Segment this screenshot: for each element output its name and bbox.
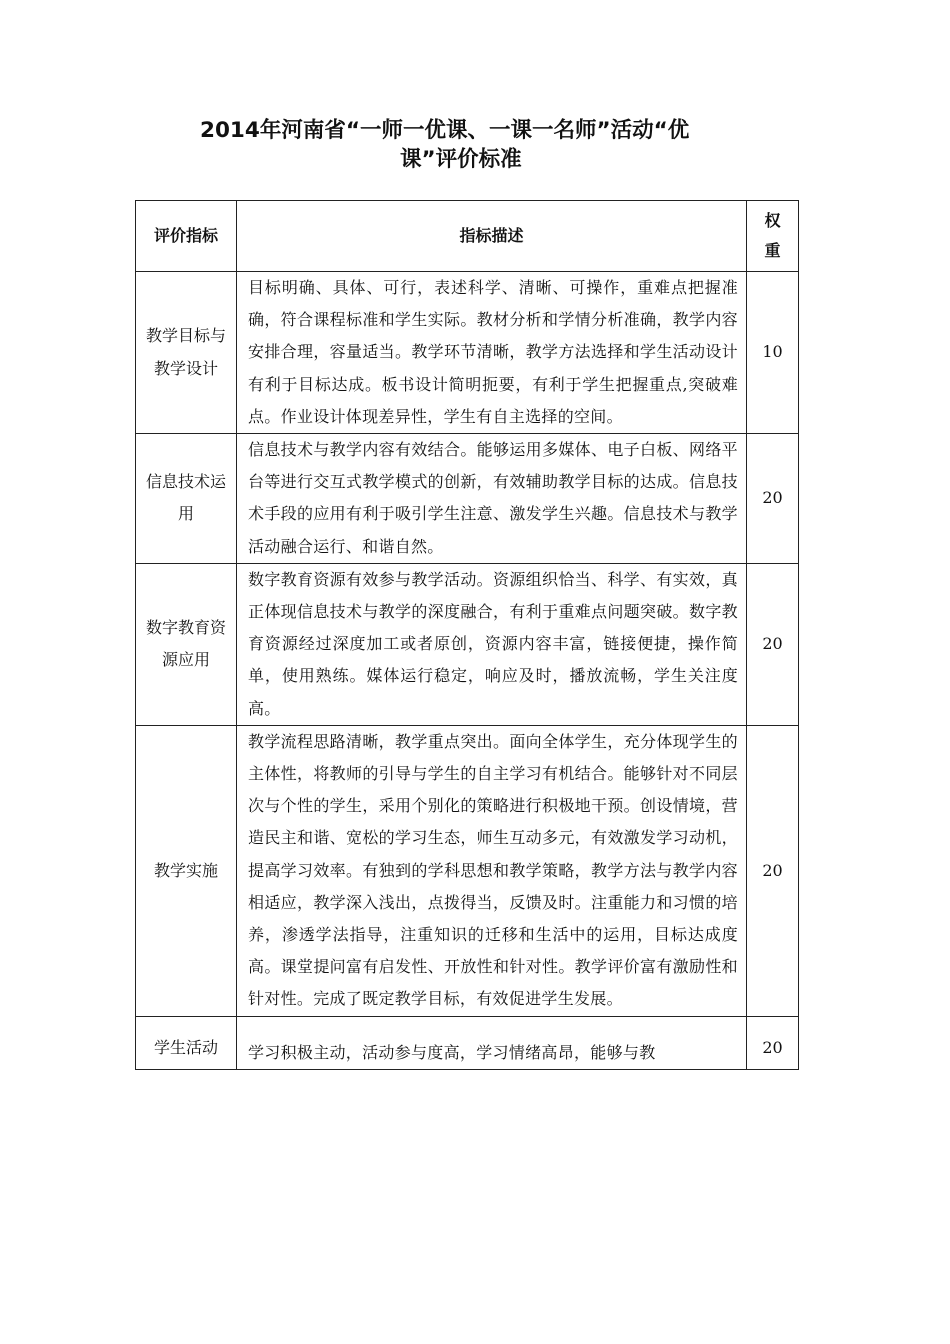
row-description: 学习积极主动，活动参与度高，学习情绪高昂，能够与教 bbox=[237, 1016, 747, 1069]
table-row bbox=[136, 563, 799, 725]
row-weight: 20 bbox=[747, 725, 799, 1016]
row-indicator: 信息技术运用 bbox=[136, 434, 237, 564]
document-title bbox=[200, 116, 800, 174]
row-indicator: 数字教育资源应用 bbox=[136, 563, 237, 725]
document-title-line-2: 课”评价标准 bbox=[400, 147, 522, 172]
row-indicator: 教学目标与教学设计 bbox=[136, 272, 237, 434]
evaluation-table bbox=[135, 200, 799, 1070]
header-indicator: 评价指标 bbox=[136, 201, 237, 272]
header-weight-line-1: 权 bbox=[764, 211, 781, 230]
row-weight: 20 bbox=[747, 434, 799, 564]
row-description: 教学流程思路清晰，教学重点突出。面向全体学生，充分体现学生的主体性，将教师的引导与学生的自主学习有机结合。能够针对不同层次与个性的学生，采用个别化的策略进行积极地干预。创设情境，营造民主和谐、宽松的学习生态，师生互动多元，有效激发学习动机，提高学习效率。有独到的学科思想和教学策略，教学方法与教学内容相适应，教学深入浅出，点拨得当，反馈及时。注重能力和习惯的培养，渗透学法指导，注重知识的迁移和生活中的运用，目标达成度高。课堂提问富有启发性、开放性和针对性。教学评价富有激励性和针对性。完成了既定教学目标，有效促进学生发展。 bbox=[237, 725, 747, 1016]
row-indicator: 教学实施 bbox=[136, 725, 237, 1016]
header-weight bbox=[747, 201, 799, 272]
row-weight: 10 bbox=[747, 272, 799, 434]
row-weight: 20 bbox=[747, 1016, 799, 1069]
table-row bbox=[136, 1016, 799, 1069]
row-indicator: 学生活动 bbox=[136, 1016, 237, 1069]
row-weight: 20 bbox=[747, 563, 799, 725]
row-description: 数字教育资源有效参与教学活动。资源组织恰当、科学、有实效，真正体现信息技术与教学的深度融合，有利于重难点问题突破。数字教育资源经过深度加工或者原创，资源内容丰富，链接便捷，操作简单，使用熟练。媒体运行稳定，响应及时，播放流畅，学生关注度高。 bbox=[237, 563, 747, 725]
header-description: 指标描述 bbox=[237, 201, 747, 272]
document-title-line-1: 2014年河南省“一师一优课、一课一名师”活动“优 bbox=[200, 118, 690, 143]
table-row bbox=[136, 272, 799, 434]
header-weight-line-2: 重 bbox=[764, 241, 781, 260]
table-header-row bbox=[136, 201, 799, 272]
row-description: 信息技术与教学内容有效结合。能够运用多媒体、电子白板、网络平台等进行交互式教学模式的创新，有效辅助教学目标的达成。信息技术手段的应用有利于吸引学生注意、激发学生兴趣。信息技术与教学活动融合运行、和谐自然。 bbox=[237, 434, 747, 564]
table-row bbox=[136, 725, 799, 1016]
row-description: 目标明确、具体、可行，表述科学、清晰、可操作，重难点把握准确，符合课程标准和学生实际。教材分析和学情分析准确，教学内容安排合理，容量适当。教学环节清晰，教学方法选择和学生活动设计有利于目标达成。板书设计简明扼要，有利于学生把握重点,突破难点。作业设计体现差异性，学生有自主选择的空间。 bbox=[237, 272, 747, 434]
table-row bbox=[136, 434, 799, 564]
